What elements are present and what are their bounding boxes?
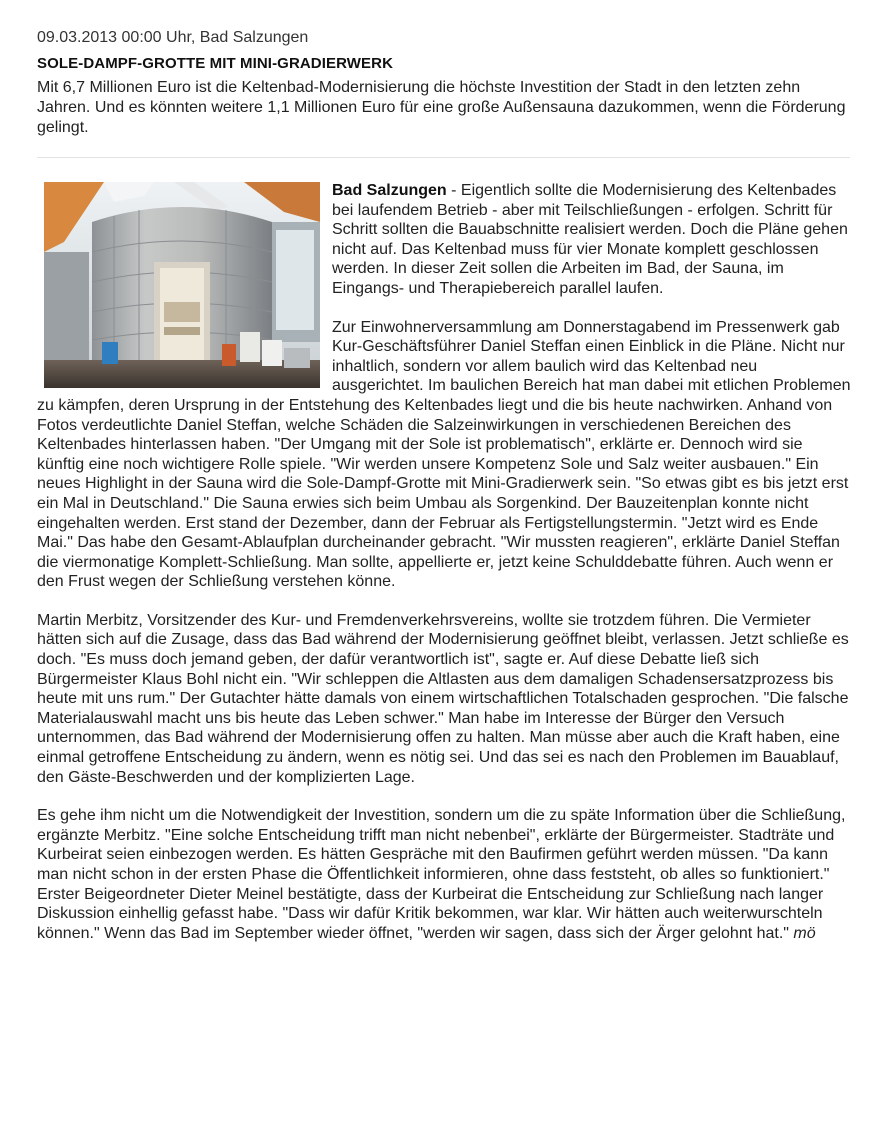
body-paragraph-3: Martin Merbitz, Vorsitzender des Kur- und Fremdenverkehrsvereins, wollte sie trotzdem führen. Die Vermieter hätten sich auf die Zusage, dass das Bad während der Modernisierung geöffnet bleibt, verlassen. Jetzt schließe es doch. "Es muss doch jemand geben, der dafür verantwortlich ist", sagte er. Auf diese Debatte ließ sich Bürgermeister Klaus Bohl nicht ein. "Wir schleppen die Altlasten aus dem damaligen Schadensersatzprozess bis heute mit uns rum." Der Gutachter hätte damals von einem wirtschaftlichen Totalschaden gesprochen. "Die falsche Materialauswahl macht uns bis heute das Leben schwer." Man habe im Interesse der Bürger den Versuch unternommen, das Bad während der Modernisierung offen zu halten. Man müsse aber auch die Kraft haben, eine einmal getroffene Entscheidung zu ändern, wenn es nötig sei. Und das sei es nach den Problemen im Bauablauf, den Gäste-Beschwerden und der komplizierten Lage.: [37, 611, 849, 786]
lead-paragraph: Mit 6,7 Millionen Euro ist die Keltenbad-Modernisierung die höchste Investition der Stadt in den letzten zehn Jahren. Und es könnten weitere 1,1 Millionen Euro für eine große Außensauna dazukommen, wenn die Förderung gelingt.: [37, 79, 846, 136]
article: [37, 28, 852, 962]
author-initials: mö: [793, 924, 816, 942]
place-name: Bad Salzungen: [332, 182, 447, 199]
article-body: [37, 181, 852, 943]
body-paragraph-1-text: - Eigentlich sollte die Modernisierung des Keltenbades bei laufendem Betrieb - aber mit Teilschließungen - erfolgen. Schritt für Schritt sollten die Bauabschnitte realisiert werden. Doch die Pläne gehen nicht auf. Das Keltenbad muss für vier Monate komplett geschlossen werden. In dieser Zeit sollen die Arbeiten im Bad, der Sauna, im Eingangs- und Therapiebereich parallel laufen.: [332, 182, 848, 297]
headline: SOLE-DAMPF-GROTTE MIT MINI-GRADIERWERK: [37, 55, 393, 72]
divider: [37, 157, 850, 158]
construction-photo: [44, 182, 320, 388]
body-paragraph-4: [37, 806, 852, 943]
construction-photo-icon: [44, 182, 320, 388]
body-paragraph-2: Zur Einwohnerversammlung am Donnerstagabend im Pressenwerk gab Kur-Geschäftsführer Daniel Steffan einen Einblick in die Pläne. Nicht nur inhaltlich, sondern vor allem baulich wird das Keltenbad neu ausgerichtet. Im baulichen Bereich hat man dabei mit etlichen Problemen zu kämpfen, deren Ursprung in der Entstehung des Keltenbades liegt und die bis heute nachwirken. Anhand von Fotos verdeutlichte Daniel Steffan, welche Schäden die Salzeinwirkungen in verschiedenen Bereichen des Keltenbades hinterlassen haben. "Der Umgang mit der Sole ist problematisch", erklärte er. Dennoch wird sie künftig eine noch wichtigere Rolle spiele. "Wir werden unsere Kompetenz Sole und Salz weiter ausbauen." Ein neues Highlight in der Sauna wird die Sole-Dampf-Grotte mit Mini-Gradierwerk sein. "So etwas gibt es bis jetzt erst ein Mal in Deutschland." Die Sauna erwies sich beim Umbau als Sorgenkind. Der Bauzeitenplan konnte nicht eingehalten werden. Erst stand der Dezember, dann der Februar als Fertigstellungstermin. "Jetzt wird es Ende Mai." Das habe den Gesamt-Ablaufplan durcheinander gebracht. "Wir mussten reagieren", erklärte Daniel Steffan die viermonatige Komplett-Schließung. Man sollte, appellierte er, jetzt keine Schulddebatte führen. Auch wenn er den Frust wegen der Schließung verstehen könne.: [37, 318, 851, 591]
dateline: 09.03.2013 00:00 Uhr, Bad Salzungen: [37, 29, 309, 46]
body-paragraph-4-text: Es gehe ihm nicht um die Notwendigkeit der Investition, sondern um die zu späte Information über die Schließung, ergänzte Merbitz. "Eine solche Entscheidung trifft man nicht nebenbei", erklärte der Bürgermeister. Stadträte und Kurbeirat seien einbezogen werden. Es hätten Gespräche mit den Baufirmen geführt werden müssen. "Da kann man nicht schon in der ersten Phase die Öffentlichkeit informieren, ohne dass feststeht, ob alles so funktioniert." Erster Beigeordneter Dieter Meinel bestätigte, dass der Kurbeirat die Entscheidung zur Schließung nach langer Diskussion einhellig gefasst habe. "Dass wir dafür Kritik bekommen, war klar. Wir hätten auch weiterwurschteln können." Wenn das Bad im September wieder öffnet, "werden wir sagen, dass sich der Ärger gelohnt hat.": [37, 807, 846, 942]
